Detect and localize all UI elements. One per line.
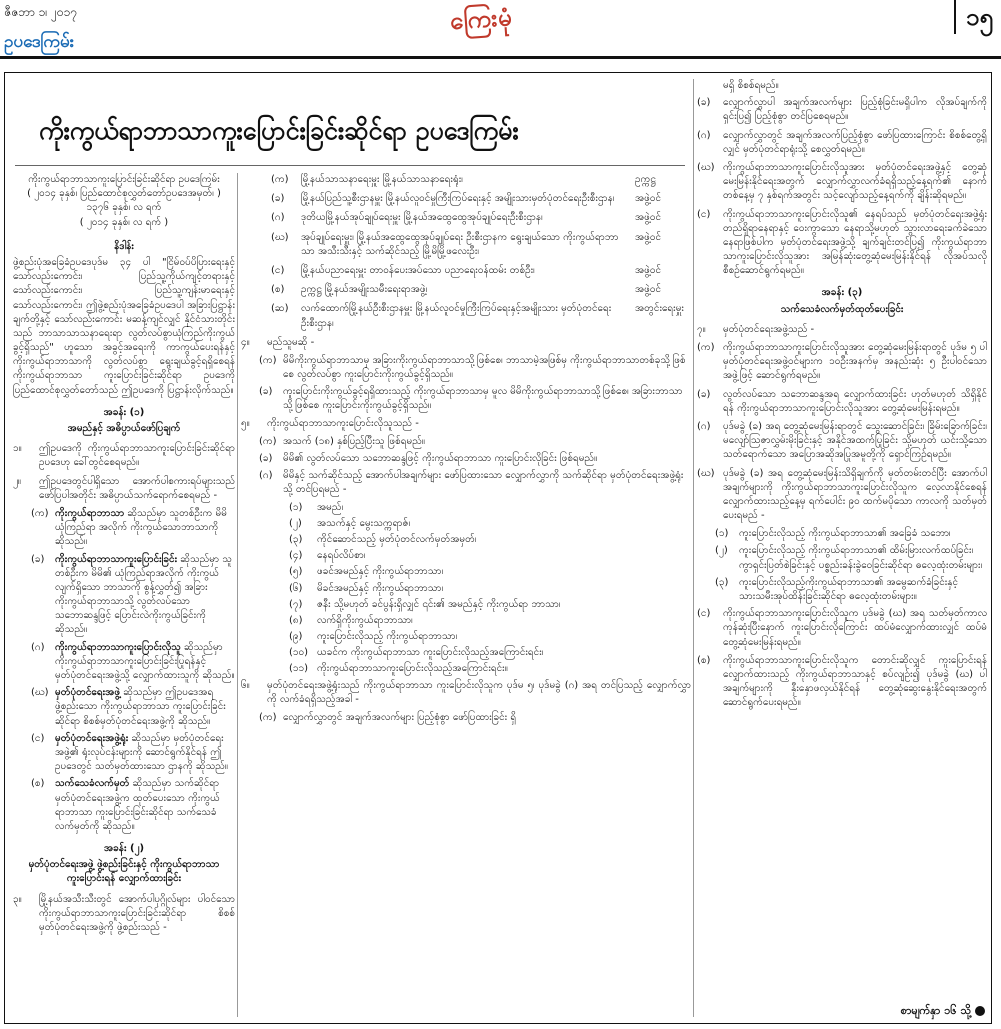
law-info-block [13,173,235,230]
item-text: မိမိကိုးကွယ်ရာဘာသာမှ အခြားကိုးကွယ်ရာဘာသာသို့ဖြစ်စေ၊ ဘာသာမဲ့အဖြစ်မှ ကိုးကွယ်ရာဘာသာတစ်ခုသို့ဖြစ်စေ လွတ်လပ်စွာ ကူးပြောင်းကိုးကွယ်ခွင့်ရှိသည်။ [283,354,686,381]
item-number: (စ) [271,284,285,296]
item-text [55,777,235,834]
item-text: ကိုးကွယ်ရာဘာသာကူးပြောင်းလိုသူ၏ နေရပ်သည် မှတ်ပုံတင်ရေးအဖွဲ့ရုံး တည်ရှိရာနေရာနှင့် ဝေးကွာသော နေရာသို့မဟုတ် သွားလာရေးခက်ခဲသော နေရာဖြစ်ပါက မှတ်ပုံတင်ရေးအဖွဲ့သို့ ချက်ချင်းတင်ပြ၍ ကိုးကွယ်ရာဘာသာကူးပြောင်းလိုသူအား အမြန်ဆုံးတွေ့ဆုံမေးမြန်းနိုင်ရန် လိုအပ်သလို စီစဉ်ဆောင်ရွက်ရမည်။ [723,208,987,277]
article-headline: ကိုးကွယ်ရာဘာသာကူးပြောင်းခြင်းဆိုင်ရာ ဥပဒေကြမ်း [39,116,519,145]
item-number: (ဃ) [697,467,715,479]
sub-item [259,711,691,725]
item-text: ကူးပြောင်းလိုသည့်ကိုးကွယ်ရာဘာသာ၏ အမွေဆက်ခံခြင်းနှင့် သားသမီးအုပ်ထိန်းခြင်းဆိုင်ရာ ဓလေ့ထုံးတမ်းများ။ [739,576,959,602]
item-number: ၄။ [241,336,250,348]
sub-item [259,452,691,466]
item-number: (၂) [715,545,728,557]
member-role: အဖွဲ့ဝင် [635,231,662,243]
definition-term: မှတ်ပုံတင်ရေးအဖွဲ့ [55,687,121,699]
law-number-line: ( ၂၀၁၄ ခုနှစ်၊ ပြည်ထောင်စုလွှတ်တော်ဥပဒေအမှတ်၊ ) [27,188,221,200]
item-number: ၅။ [241,417,250,429]
item-number: (၁) [715,528,729,540]
chapter-3-title: အခန်း (၃) [821,287,863,299]
item-number: ၃။ [13,893,22,905]
member-title: လက်ထောက်မြို့နယ်ဦးစီးဌာနမှူး မြို့နယ်လူဝင်မှုကြီးကြပ်ရေးနှင့်အမျိုးသား မှတ်ပုံတင်ရေးဦးစီးဌာန၊ [301,303,612,329]
item-number: (င) [697,208,711,220]
member-title: ဥက္ကဋ္ဌ မြို့နယ်အမျိုးသမီးရေးရာအဖွဲ့၊ [301,284,428,296]
item-text: ကိုးကွယ်ရာဘာသာကူးပြောင်းလိုသူအား တွေ့ဆုံမေးမြန်းရာတွင် ပုဒ်မ ၅ ပါ မှတ်ပုံတင်ရေးအဖွဲ့ဝင်များက ၁၀ဦးအနက်မှ အနည်းဆုံး ၅ ဦးပါဝင်သော အဖွဲ့ဖြင့် ဆောင်ရွက်ရမည်။ [723,342,987,382]
item-text: အမည်၊ [317,501,344,513]
definition-text: ဆိုသည်မှာ သက်ဆိုင်ရာ မှတ်ပုံတင်ရေးအဖွဲ့က ထုတ်ပေးသော ကိုးကွယ်ရာဘာသာ ကူးပြောင်းခြင်းဆိုင်ရာ သက်သေခံလက်မှတ်ကို ဆိုသည်။ [55,778,220,832]
item-number: ၂။ [13,475,21,487]
law-western-date: ( ၂၀၁၄ ခုနှစ်၊ လ ရက် ) [79,216,169,228]
definition-text: ဆိုသည်မှာ သူတစ်ဦးက မိမိယုံကြည်ရာ အလိုက် ကိုးကွယ်သောဘာသာကို ဆိုသည်။ [55,507,227,548]
item-text: နေရပ်လိပ်စာ၊ [317,550,366,562]
item-number: (၅) [289,566,303,578]
item-text: ကူးပြောင်းလိုသည့် ကိုးကွယ်ရာဘာသာ၏ အခြေခံ သဘော၊ [739,528,951,540]
item-text [55,641,235,684]
definition-text: ဆိုသည်မှာ မှတ်ပုံတင်ရေးအဖွဲ့၏ ရုံးလုပ်ငန်းများကို ဆောင်ရွက်နိုင်ရန် ဤဥပဒေတွင် သတ်မှတ်ထားသော ဌာနကို ဆိုသည်။ [55,732,228,773]
definition-item [31,553,235,638]
section-item [241,679,691,707]
item-number: (၁) [289,501,303,513]
member-role: အဖွဲ့ဝင် [635,284,662,296]
item-text: ဤဥပဒေကို ကိုးကွယ်ရာဘာသာကူးပြောင်းခြင်းဆိုင်ရာ ဥပဒေဟု ခေါ်တွင်စေရမည်။ [39,443,235,469]
item-text: လွတ်လပ်သော သဘောဆန္ဒအရ လျှောက်ထားခြင်း ဟုတ်မဟုတ် သိရှိနိုင်ရန် ကိုးကွယ်ရာဘာသာကူးပြောင်းလိုသူအား တွေ့ဆုံမေးမြန်းရမည်။ [723,388,987,414]
item-number: (ခ) [697,388,711,400]
list-item [289,501,691,515]
item-number: (ခ) [259,386,273,398]
committee-member [271,173,691,187]
issue-date: ဇီဇဘာ ၁၊ ၂၀၁၇ [4,5,78,19]
definition-text: ဆိုသည်မှာ ကိုးကွယ်ရာဘာသာကူးပြောင်းခြင်းပြုရန်နှင့် မှတ်ပုံတင်ရေးအဖွဲ့သို့ လျှောက်ထားသူကို ဆိုသည်။ [55,641,235,681]
chapter-2-subtitle: မှတ်ပုံတင်ရေးအဖွဲ့ ဖွဲ့စည်းခြင်းနှင့် ကိုးကွယ်ရာဘာသာကူးပြောင်းရန် လျှောက်ထားခြင်း [28,859,220,885]
definition-item [31,507,235,550]
section-item [241,336,691,350]
item-text: မိမိ၏ လွတ်လပ်သော သဘောဆန္ဒဖြင့် ကိုးကွယ်ရာဘာသာ ကူးပြောင်းလိုခြင်း ဖြစ်ရမည်။ [283,453,598,464]
item-number: (စ) [697,654,711,666]
sub-item [259,469,691,497]
list-item [289,630,691,644]
member-title: မြို့နယ်သာသနာရေးမှူး မြို့နယ်သာသနာရေးရုံး၊ [301,174,463,185]
section-item [13,442,235,470]
newspaper-logo: ကြေးမုံ [449,1,514,36]
sub-item [697,654,987,711]
item-text: ဇနီး သို့မဟုတ် ခင်ပွန်းရှိလျှင် ၎င်း၏ အမည်နှင့် ကိုးကွယ်ရာ ဘာသာ၊ [317,598,561,610]
list-item [289,662,691,676]
preamble-title: နိဒါန်း [114,240,134,252]
item-number: (ခ) [259,453,273,464]
item-number: (က) [259,435,277,447]
member-title: မြို့နယ်ပညာရေးမှူး တာဝန်ပေးအပ်သော ပညာရေးဝန်ထမ်း တစ်ဦး၊ [301,264,535,276]
item-number: (၉) [289,631,303,643]
column-divider [693,79,694,1017]
item-text: ကူးပြောင်းလိုသည့် ကိုးကွယ်ရာဘာသာ၊ [317,631,458,643]
item-text: မြို့နယ်အသီးသီးတွင် အောက်ပါပုဂ္ဂိုလ်များ ပါဝင်သော ကိုးကွယ်ရာဘာသာကူးပြောင်းခြင်းဆိုင်ရာ စိစစ်မှတ်ပုံတင်ရေးအဖွဲ့ကို ဖွဲ့စည်းသည် - [39,893,235,933]
item-number: (ဆ) [271,303,289,315]
item-number: ၆။ [241,679,250,691]
definition-term: မှတ်ပုံတင်ရေးအဖွဲ့ရုံး [55,732,129,744]
member-role: အဖွဲ့ဝင် [635,264,662,276]
continued-text: မရှိ စိစစ်ရမည်။ [723,80,779,91]
article-frame [4,72,992,1024]
member-title: အုပ်ချုပ်ရေးမှူး၊ မြို့နယ်အထွေထွေအုပ်ချုပ်ရေး ဦးစီးဌာနက ရွေးချယ်သော ကိုးကွယ်ရာဘာသာ အသီးသီးနှင့် သက်ဆိုင်သည့် မြို့မိမြို့ဖလေးဦး၊ [301,231,619,257]
item-text: ကိုးကွယ်ရာဘာသာကူးပြောင်းလိုသူက တောင်းဆိုလျှင် ကူးပြောင်းရန် လျှောက်ထားသည့် ကိုးကွယ်ရာဘာသာနှင့် စပ်လျဉ်း၍ ပုဒ်မခွဲ (ဃ) ပါ အချက်များကို နှီးနှောဖလှယ်နိုင်ရန် တွေ့ဆုံဆွေးနွေးနိုင်ရေးအတွက် ဆောင်ရွက်ပေးရမည်။ [723,654,987,709]
item-number: (ခ) [697,97,711,109]
item-text: ပုဒ်မခွဲ (ခ) အရ တွေ့ဆုံမေးမြန်းသိရှိချက်ကို မှတ်တမ်းတင်ပြီး အောက်ပါအချက်များကို ကိုးကွယ်ရာဘာသာကူးပြောင်းလိုသူက လေ့လာနိုင်စေရန် လျှောက်ထားသည့်နေ့မှ ရက်ပေါင်း ၉၀ ထက်မပိုသော ကာလကို သတ်မှတ်ပေးရမည် - [723,467,987,522]
item-number: (၁၀) [289,647,309,659]
item-text: ကူးပြောင်းလိုသည့် ကိုးကွယ်ရာဘာသာ၏ ထိမ်းမြားလက်ထပ်ခြင်း၊ ကွာရှင်းပြတ်စဲခြင်းနှင့် ပစ္စည်းခန်းခွဲဝေခြင်းဆိုင်ရာ ဓလေ့ထုံးတမ်းများ၊ [739,545,983,571]
law-myanmar-date: ၁၃၇၆ ခုနှစ်၊ လ ရက် [86,202,162,214]
item-number: (၃) [715,576,729,588]
definition-term: ကိုးကွယ်ရာဘာသာကူးပြောင်းခြင်း [55,553,178,565]
item-number: (ဃ) [271,231,289,243]
column-1 [13,173,235,939]
chapter-3-subtitle: သက်သေခံလက်မှတ်ထုတ်ပေးခြင်း [780,303,904,315]
definition-item [31,777,235,834]
item-text [55,553,235,638]
definition-term: သက်သေခံလက်မှတ် [55,778,130,790]
item-text: မည်သူမဆို - [267,336,315,348]
item-number: (၇) [289,598,303,610]
preamble-text: ဖွဲ့စည်းပုံအခြေခံဥပဒေပုဒ်မ ၃၄ ပါ "ငြိမ်ဝပ်ပိပြားရေးနှင့် သော်လည်းကောင်း၊ ပြည်သူ့ကိုယ်ကျင့်တရားနှင့် သော်လည်းကောင်း၊ ပြည်သူ့ကျန်းမာရေးနှင့် သော်လည်းကောင်း၊ ဤဖွဲ့စည်းပုံအခြေခံဥပဒေပါ အခြားပြဋ္ဌာန်းချက်တို့နှင့် သော်လည်းကောင်း မဆန့်ကျင်လျှင် နိုင်ငံသားတိုင်းသည် ဘာသာသာသနာရေးရာ လွတ်လပ်စွာယုံကြည်ကိုးကွယ်ခွင့်ရှိသည်" ဟူသော အခွင့်အရေးကို ကာကွယ်ပေးရန်နှင့် ကိုးကွယ်ရာဘာသာကို လွတ်လပ်စွာ ရွေးချယ်ခွင့်ရရှိစေရန် ကိုးကွယ်ရာဘာသာ ကူးပြောင်းခြင်းဆိုင်ရာ ဥပဒေကို ပြည်ထောင်စုလွှတ်တော်သည် ဤဥပဒေကို ပြဋ္ဌာန်းလိုက်သည်။ [13,256,235,396]
item-text: ဖခင်အမည်နှင့် ကိုးကွယ်ရာဘာသာ၊ [317,566,444,578]
item-number: (ဂ) [31,641,45,653]
sub-item [697,420,987,463]
section-item [13,475,235,503]
list-item [289,598,691,612]
item-number: (ခ) [271,193,285,205]
section-item [697,323,987,337]
sub-item [697,161,987,204]
committee-member [271,211,691,225]
item-number: (၈) [289,614,303,626]
item-text: မှတ်ပုံတင်ရေးအဖွဲ့သည် - [723,323,815,335]
item-number: (ဂ) [271,212,285,224]
sub-item [697,467,987,524]
definition-term: ကိုးကွယ်ရာဘာသာ [55,507,125,519]
law-name: ကိုးကွယ်ရာဘာသာကူးပြောင်းခြင်းဆိုင်ရာ ဥပဒေကြမ်း [28,174,220,185]
chapter-1-title: အခန်း (၁) [103,406,145,418]
item-text: ကိုင်ဆောင်သည့် မှတ်ပုံတင်လက်မှတ်အမှတ်၊ [317,533,477,545]
item-text: မှတ်ပုံတင်ရေးအဖွဲ့ရုံးသည် ကိုးကွယ်ရာဘာသာ ကူးပြောင်းလိုသူက ပုဒ်မ ၅၊ ပုဒ်မခွဲ (ဂ) အရ တင်ပြသည့် လျှောက်လွှာကို လက်ခံရရှိသည့်အခါ - [267,679,691,705]
item-text [55,686,235,729]
item-number: (က) [697,342,715,353]
member-role: အတွင်းရေးမှူး [635,303,684,315]
sub-item [697,208,987,279]
sub-item [697,129,987,157]
end-bullet-icon [975,1006,985,1016]
committee-member [271,192,691,206]
item-text: ကိုးကွယ်ရာဘာသာကူးပြောင်းလိုသည့်အကြောင်းရင်း။ [317,663,508,675]
item-number: (၄) [289,550,303,562]
definition-term: ကိုးကွယ်ရာဘာသာကူးပြောင်းလိုသူ [55,641,181,653]
item-text: လျှောက်လွှာတွင် အချက်အလက်များ ပြည့်စုံစွာ ဖော်ပြထားခြင်း ရှိ [283,712,517,723]
list-item [289,517,691,531]
item-number: (ဂ) [697,420,711,432]
item-number: (င) [697,608,711,620]
masthead-rule [0,56,1001,59]
item-text: အသက် (၁၈) နှစ်ပြည့်ပြီးသူ ဖြစ်ရမည်။ [283,435,425,447]
list-item [715,544,987,572]
definition-text: ဆိုသည်မှာ သူတစ်ဦးက မိမိ၏ ယုံကြည်ရာအလိုက် ကိုးကွယ်လျက်ရှိသော ဘာသာကို စွန့်လွှတ်၍ အခြားကိုးကွယ်ရာဘာသာသို့ လွတ်လပ်သော သဘောဆန္ဒဖြင့် ပြောင်းလဲကိုးကွယ်ခြင်းကို ဆိုသည်။ [55,553,232,636]
item-number: (က) [259,712,277,723]
sub-item [697,341,987,384]
sub-item [259,435,691,449]
item-text [55,732,235,775]
definition-item [31,641,235,684]
member-role: ဥက္ကဋ္ဌ [635,174,656,185]
list-item [289,582,691,596]
item-number: (၆) [289,582,303,594]
list-item [289,614,691,628]
item-number: ၁။ [13,443,22,455]
list-item [289,646,691,660]
column-divider [237,173,238,1017]
item-number: (၁၁) [289,663,309,675]
sub-item [697,96,987,124]
committee-member [271,264,691,278]
definition-item [31,686,235,729]
definition-item [31,732,235,775]
headline-rule [15,165,685,166]
item-text: လျှောက်လွှာပါ အချက်အလက်များ ပြည့်စုံခြင်းမရှိပါက လိုအပ်ချက်ကို ရှင်းပြ၍ ပြည့်စုံစွာ တင်ပြစေရမည်။ [723,97,987,123]
sub-item [697,607,987,650]
sub-item [259,354,691,382]
member-title: မြို့နယ်ပြည်သူ့စီးဌာနမှူး မြို့နယ်လူဝင်မှုကြီးကြပ်ရေးနှင့် အမျိုးသားမှတ်ပုံတင်ရေးဦးစီးဌာန၊ [301,193,615,205]
item-number: (င) [271,264,285,276]
item-text: ကိုးကွယ်ရာဘာသာကူးပြောင်းလိုသူအား မှတ်ပုံတင်ရေးအဖွဲ့နှင့် တွေ့ဆုံမေးမြန်းနိုင်ရေးအတွက် လျှောက်လွှာလက်ခံရရှိသည့်နေ့ရက်၏ နောက်တစ်နေ့မှ ၇ နှစ်ရက်အတွင်း သင့်လျော်သည့်နေ့ရက်ကို ချိန်းဆိုရမည်။ [723,161,987,202]
item-text: မိခင်အမည်နှင့် ကိုးကွယ်ရာဘာသာ၊ [317,582,444,594]
item-number: (က) [259,354,277,366]
item-text: အသက်နှင့် မွေးသက္ကရာဇ်၊ [317,517,411,529]
item-text: ဤဥပဒေတွင်ပါရှိသော အောက်ပါစကားရပ်များသည် ဖော်ပြပါအတိုင်း အဓိပ္ပာယ်သက်ရောက်စေရမည် - [39,475,235,501]
member-role: အဖွဲ့ဝင် [635,212,662,224]
member-title: ဒုတိယမြို့နယ်အုပ်ချုပ်ရေးမှူး မြို့နယ်အထွေထွေအုပ်ချုပ်ရေးဦးစီးဌာန၊ [301,212,543,224]
committee-member [271,283,691,297]
sub-item [697,388,987,416]
item-number: (ဂ) [259,470,273,482]
item-text [55,507,235,550]
chapter-2-title: အခန်း (၂) [103,843,145,855]
item-number: (ခ) [31,553,45,565]
member-role: အဖွဲ့ဝင် [635,193,662,205]
item-number: (ဃ) [697,161,715,173]
item-text: ကိုးကွယ်ရာဘာသာကူးပြောင်းလိုသူသည် - [267,417,419,429]
definition-text: ဆိုသည်မှာ ဤဥပဒေအရ ဖွဲ့စည်းသော ကိုးကွယ်ရာဘာသာ ကူးပြောင်းခြင်းဆိုင်ရာ စိစစ်မှတ်ပုံတင်ရေးအဖွဲ့ကို ဆိုသည်။ [55,687,226,727]
chapter-1-subtitle: အမည်နှင့် အဓိပ္ပာယ်ဖော်ပြချက် [67,423,181,434]
item-text: ကူးပြောင်းကိုးကွယ်ခွင့်ရရှိထားသည့် ကိုးကွယ်ရာဘာသာမှ မူလ မိမိကိုးကွယ်ရာဘာသာသို့ဖြစ်စေ၊ အခြားဘာသာသို့ဖြစ်စေ ကူးပြောင်းကိုးကွယ်ခွင့်ရှိသည်။ [283,386,683,412]
list-item [715,576,987,604]
item-text: ကိုးကွယ်ရာဘာသာကူးပြောင်းလိုသူက ပုဒ်မခွဲ (ဃ) အရ သတ်မှတ်ကာလကုန်ဆုံးပြီးနောက် ကူးပြောင်းလိုကြောင်း ထပ်မံလျှောက်ထားလျှင် ထပ်မံတွေ့ဆုံမေးမြန်းရမည်။ [723,608,987,648]
list-item [289,565,691,579]
item-number: (ဃ) [31,687,49,699]
item-text: လျှောက်လွှာတွင် အချက်အလက်ပြည့်စုံစွာ ဖော်ပြထားကြောင်း စိစစ်တွေ့ရှိလျှင် မှတ်ပုံတင်ရာရုံးသို့ စေလွှတ်ရမည်။ [723,129,987,155]
committee-member [271,302,691,330]
item-number: (ဂ) [697,129,711,141]
committee-member [271,231,691,259]
item-text: ယခင်က ကိုးကွယ်ရာဘာသာ ကူးပြောင်းလိုသည့်အကြောင်းရင်း၊ [317,647,544,659]
column-2 [241,173,691,728]
item-number: (က) [31,507,49,519]
page-number: ၁၅ [954,0,993,34]
list-item [715,527,987,541]
item-text: ပုဒ်မခွဲ (ခ) အရ တွေ့ဆုံမေးမြန်းရာတွင် သွေးဆောင်ခြင်း၊ ခြိမ်းခြောက်ခြင်း၊ မလျော်သြဇာလွှမ်းမိုးခြင်းနှင့် အနိုင်အထက်ပြုခြင်း သို့မဟုတ် ယင်းသို့သောသတ်ရောက်သော အပြောအဆိုအပြုအမူတို့ကို ရှောင်ကြဉ်ရမည်။ [723,420,987,461]
continued-label: စာမျက်နှာ ၁၆ သို့ [900,1004,971,1018]
item-number: (၃) [289,533,303,545]
item-number: (က) [271,174,289,185]
list-item [289,533,691,547]
column-3 [697,79,987,715]
item-text: လက်ရှိကိုးကွယ်ရာဘာသာ၊ [317,614,413,626]
section-title: ဥပဒေကြမ်း [4,32,75,52]
masthead [0,0,1001,58]
section-item [13,893,235,936]
section-item [241,417,691,431]
continued-on-page [901,1003,985,1019]
item-number: (စ) [31,778,45,790]
item-number: ၇။ [697,323,706,335]
item-text: မိမိနှင့် သက်ဆိုင်သည့် အောက်ပါအချက်များ ဖော်ပြထားသော လျှောက်လွှာကို သက်ဆိုင်ရာ မှတ်ပုံတင်ရေးအဖွဲ့ရုံးသို့ တင်ပြရမည် - [283,470,684,496]
item-number: (၂) [289,517,302,529]
sub-item [259,385,691,413]
item-number: (င) [31,732,45,744]
list-item [289,549,691,563]
